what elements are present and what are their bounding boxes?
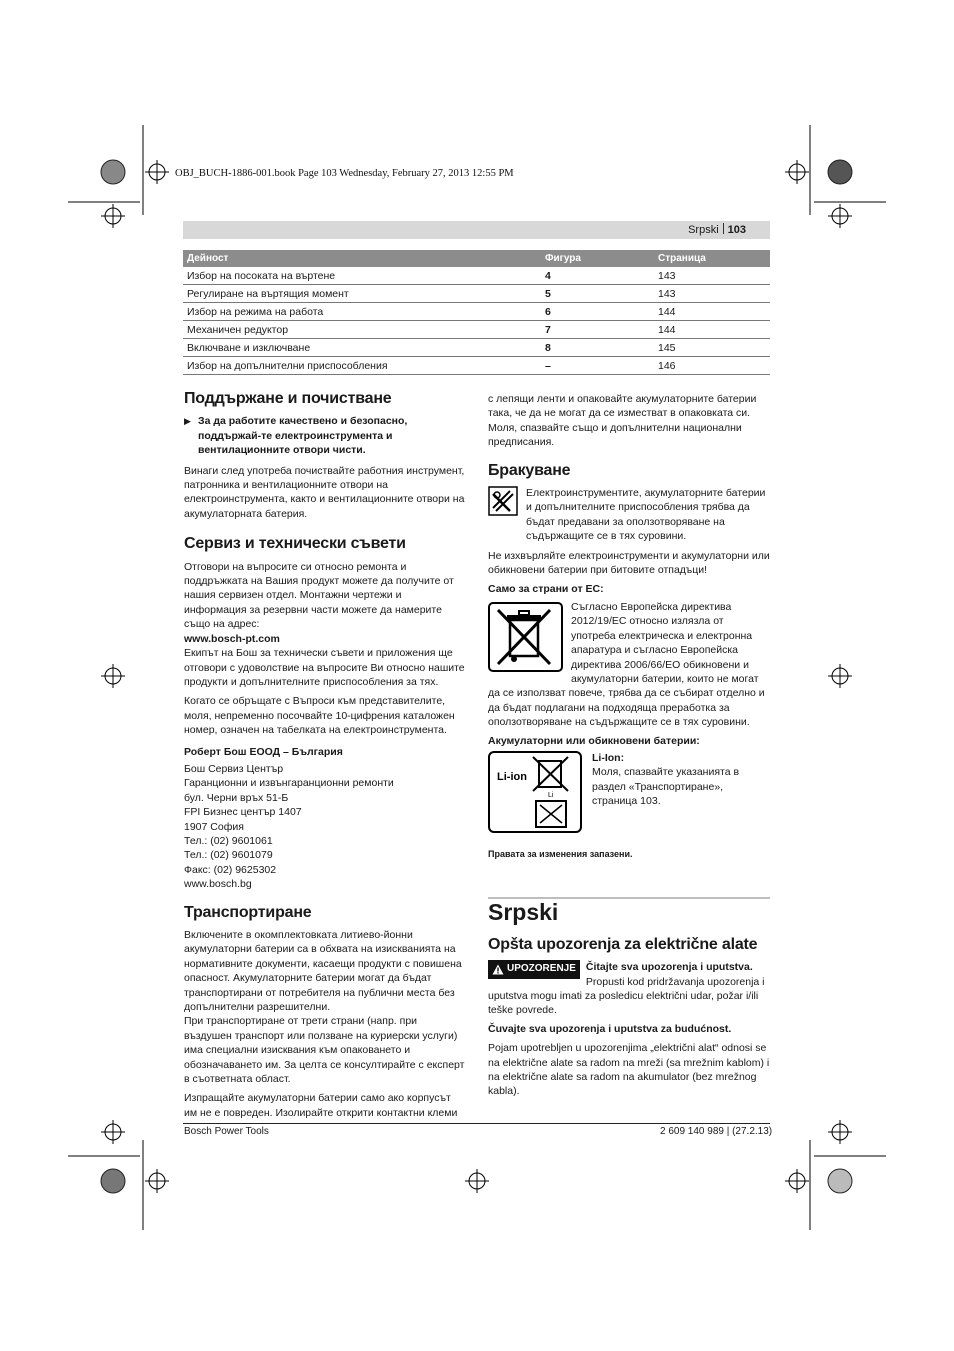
cell-activity: Избор на режима на работа (183, 303, 541, 321)
footer-rule (183, 1123, 770, 1124)
table-row (183, 321, 770, 339)
warning-paragraph: Propusti kod pridržavanja upozorenja i uputstva mogu imati za posledicu električni udar, požar i/ili teške povrede. (488, 975, 765, 1017)
cell-activity: Избор на посоката на въртене (183, 267, 541, 285)
national-regulations: Моля, спазвайте също и допълнителни национални предписания. (488, 421, 742, 449)
cell-page: 146 (654, 357, 770, 375)
address-line: Бош Сервиз Център (184, 762, 284, 775)
warning-badge (488, 960, 580, 978)
cell-activity: Включване и изключване (183, 339, 541, 357)
service-paragraph-1: Отговори на въпросите си относно ремонта и поддръжката на Вашия продукт можете да получите от нашия сервизен отдел. Монтажни чертежи и информация за резервни части можете да намерите също на адрес: (184, 560, 454, 631)
cell-activity: Избор на допълнителни приспособления (183, 357, 541, 375)
cell-figure: – (541, 357, 654, 375)
tool-recycle-icon (488, 486, 518, 516)
column-header-page: Страница (654, 250, 770, 267)
eu-directive-text: Съгласно Европейска директива 2012/19/ЕС относно излязла от употреба електрическа и електронна апаратура и съгласно Европейска директива 2006/66/ЕО обикновени и акумулаторни батерии, които не могат да се използват повече, трябва да се събират отделно и да бъдат подлагани на подходяща преработка за оползотворяване на съдържащите се в тях суровини. (488, 600, 765, 729)
address-line: бул. Черни връх 51-Б (184, 791, 289, 804)
service-heading: Сервиз и технически съвети (184, 535, 406, 553)
address-line: Тел.: (02) 9601079 (184, 849, 273, 862)
table-row (183, 285, 770, 303)
disposal-warning: Не изхвърляйте електроинструменти и акумулаторни или обикновени батерии при битовите отпадъци! (488, 549, 770, 577)
header-page-number: 103 (727, 224, 746, 236)
cell-figure: 5 (541, 285, 654, 303)
maintenance-heading: Поддържане и почистване (184, 390, 392, 407)
address-line: Факс: (02) 9625302 (184, 863, 277, 876)
address-line: FPI Бизнес център 1407 (184, 806, 302, 819)
right-column (488, 392, 770, 1104)
general-warnings-heading: Opšta upozorenja za električne alate (488, 935, 758, 953)
rights-reserved: Правата за изменения запазени. (488, 848, 633, 859)
battery-label: Акумулаторни или обикновени батерии: (488, 734, 700, 747)
operation-table (183, 250, 770, 375)
cell-page: 144 (654, 321, 770, 339)
footer-catalog-number: 2 609 140 989 | (27.2.13) (660, 1126, 773, 1137)
column-header-activity: Дейност (183, 250, 541, 267)
li-ion-text (592, 751, 770, 833)
warning-triangle-icon (492, 964, 504, 975)
left-column (184, 392, 466, 1125)
address-line: 1907 София (184, 820, 244, 833)
table-header-row (183, 250, 770, 267)
address-line: www.bosch.bg (184, 878, 252, 891)
li-ion-recycle-icon (488, 751, 582, 833)
keep-instructions: Čuvajte sva upozorenja i uputstva za budućnost. (488, 1022, 732, 1035)
srpski-title: Srpski (488, 899, 559, 926)
continued-paragraph: с лепящи ленти и опаковайте акумулаторните батерии така, че да не могат да се изместват в опаковката си. (488, 393, 757, 420)
cell-figure: 8 (541, 339, 654, 357)
page-header-text (688, 223, 746, 236)
transport-paragraph-2: При транспортиране от трети страни (напр. при въздушен транспорт или ползване на куриерски услуги) има специални изисквания към опаковането и обозначаването им. За целта се консултирайте с експерт в съответната област. (184, 1015, 465, 1086)
service-paragraph-3: Когато се обръщате с Въпроси към представителите, моля, непременно посочвайте 10-цифрения каталожен номер, означен на табелката на електроинструмента. (184, 695, 455, 737)
header-language: Srpski (688, 224, 719, 236)
transport-heading: Транспортиране (184, 903, 312, 921)
li-ion-icon-text: Li-ion (497, 770, 527, 783)
address-line: Гаранционни и извънгаранционни ремонти (184, 777, 394, 790)
eu-label: Само за страни от ЕС: (488, 583, 604, 596)
company-name: Роберт Бош ЕООД – България (184, 745, 343, 758)
service-paragraph-2: Екипът на Бош за технически съвети и приложения ще отговори с удоволствие на въпросите Ви относно нашите продукти и допълнителните приспособления за тях. (184, 647, 465, 688)
li-ion-icon-li: Li (548, 791, 554, 799)
column-header-figure: Фигура (541, 250, 654, 267)
footer-brand: Bosch Power Tools (184, 1126, 269, 1137)
term-definition: Pojam upotrebljen u upozorenjima „električni alat“ odnosi se na električne alate sa radom na mreži (sa mrežnim kablom) i na električne alate sa radom na akumulator (bez mrežnog kabla). (488, 1042, 770, 1098)
disposal-heading: Бракуване (488, 461, 571, 479)
disposal-block (488, 486, 770, 544)
li-ion-paragraph: Моля, спазвайте указанията в раздел «Транспортиране», страница 103. (592, 766, 740, 808)
cell-figure: 6 (541, 303, 654, 321)
li-ion-block (488, 751, 770, 833)
crossed-bin-icon (488, 602, 563, 672)
transport-paragraph-1: Включените в окомплектовката литиево-йонни акумулаторни батерии са в обхвата на изискванията на нормативните документи, касаещи продукти с повишена опасност. Акумулаторните батерии могат да бъдат транспортирани от потребителя на публични места без допълнителни разрешителни. (184, 929, 462, 1014)
transport-paragraph-3: Изпращайте акумулаторни батерии само ако корпусът им не е повреден. Изолирайте открити контактни клеми (184, 1092, 458, 1119)
maintenance-bullet-text: За да работите качествено и безопасно, поддържай-те електроинструмента и вентилационните отвори чисти. (198, 415, 408, 457)
table-row (183, 357, 770, 375)
cell-page: 144 (654, 303, 770, 321)
book-slug: OBJ_BUCH-1886-001.book Page 103 Wednesday, February 27, 2013 12:55 PM (175, 168, 514, 179)
table-row (183, 303, 770, 321)
maintenance-paragraph: Винаги след употреба почиствайте работния инструмент, патронника и вентилационните отвори на електроинструмента, както и вентилационните отвори на акумулаторната батерия. (184, 464, 465, 520)
cell-figure: 7 (541, 321, 654, 339)
cell-page: 143 (654, 285, 770, 303)
eu-directive-block (488, 600, 770, 730)
cell-figure: 4 (541, 267, 654, 285)
maintenance-bullet (184, 414, 466, 457)
cell-activity: Механичен редуктор (183, 321, 541, 339)
cell-activity: Регулиране на въртящия момент (183, 285, 541, 303)
cell-page: 143 (654, 267, 770, 285)
table-row (183, 339, 770, 357)
cell-page: 145 (654, 339, 770, 357)
warning-badge-label: UPOZORENJE (507, 963, 576, 975)
bullet-arrow-icon: ▶ (184, 416, 191, 427)
table-row (183, 267, 770, 285)
li-ion-label: Li-Ion: (592, 751, 625, 764)
warning-bold-text: Čitajte sva upozorenja i uputstva. (585, 961, 753, 974)
warning-block (488, 960, 770, 1018)
address-line: Тел.: (02) 9601061 (184, 834, 273, 847)
disposal-paragraph: Електроинструментите, акумулаторните батерии и допълнителните приспособления трябва да бъдат предавани за оползотворяване на съдържащите се в тях суровини. (526, 487, 766, 543)
company-address (184, 762, 466, 892)
page-header-bar (183, 221, 770, 239)
service-url: www.bosch-pt.com (184, 632, 280, 645)
